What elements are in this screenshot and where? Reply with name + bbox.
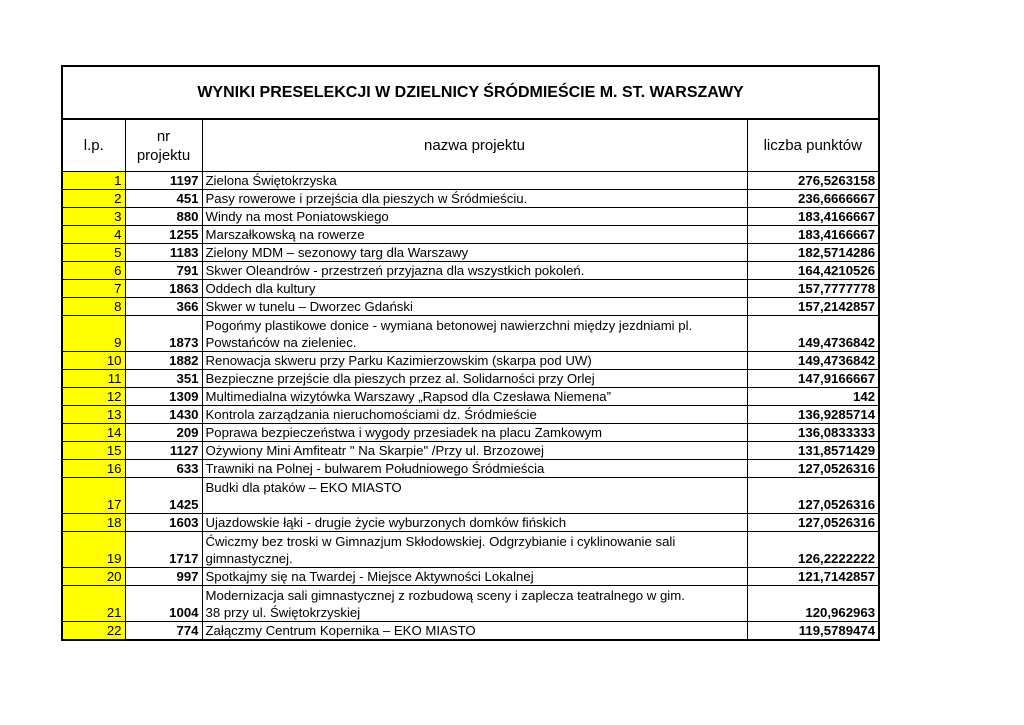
cell-name [202,460,747,478]
cell-points: 157,2142857 [747,298,879,316]
cell-name-line: Skwer w tunelu – Dworzec Gdański [205,299,413,314]
cell-lp: 15 [62,442,125,460]
table-row [62,352,879,370]
cell-nr: 1127 [125,442,202,460]
header-lp: l.p. [62,119,125,172]
cell-name-line: Windy na most Poniatowskiego [205,209,389,224]
cell-name-line: Kontrola zarządzania nieruchomościami dz. Śródmieście [205,407,537,422]
cell-points: 236,6666667 [747,190,879,208]
cell-nr: 1004 [125,586,202,622]
cell-points: 149,4736842 [747,352,879,370]
cell-lp: 2 [62,190,125,208]
cell-points: 136,0833333 [747,424,879,442]
title-row [62,66,879,119]
table-row [62,316,879,352]
cell-name-line: Zielony MDM – sezonowy targ dla Warszawy [205,245,469,260]
table-row [62,262,879,280]
cell-points: 276,5263158 [747,172,879,190]
table-row [62,514,879,532]
table-row [62,478,879,514]
cell-lp: 22 [62,622,125,641]
cell-name [202,442,747,460]
cell-name-line: Marszałkowską na rowerze [205,227,365,242]
cell-name-line: 38 przy ul. Świętokrzyskiej [205,605,361,620]
cell-nr: 880 [125,208,202,226]
results-table [61,65,880,641]
cell-nr: 1197 [125,172,202,190]
cell-points: 183,4166667 [747,208,879,226]
cell-nr: 1255 [125,226,202,244]
cell-points: 157,7777778 [747,280,879,298]
table-row [62,532,879,568]
cell-nr: 1873 [125,316,202,352]
cell-name-line: Budki dla ptaków – EKO MIASTO [205,480,402,495]
cell-lp: 16 [62,460,125,478]
table-row [62,280,879,298]
cell-lp: 1 [62,172,125,190]
cell-name-line: Poprawa bezpieczeństwa i wygody przesiadek na placu Zamkowym [205,425,603,440]
cell-name [202,424,747,442]
cell-nr: 209 [125,424,202,442]
table-row [62,370,879,388]
cell-lp: 11 [62,370,125,388]
cell-name-line: Spotkajmy się na Twardej - Miejsce Aktywności Lokalnej [205,569,534,584]
cell-nr: 1603 [125,514,202,532]
cell-lp: 4 [62,226,125,244]
cell-name-line [206,496,744,513]
table-row [62,568,879,586]
cell-name-line: Trawniki na Polnej - bulwarem Południowego Śródmieścia [205,461,545,476]
table-row [62,622,879,641]
cell-name-line: Pasy rowerowe i przejścia dla pieszych w Śródmieściu. [205,191,528,206]
cell-nr: 1183 [125,244,202,262]
cell-nr: 1309 [125,388,202,406]
header-nr-line1: nr [156,127,171,145]
cell-nr: 633 [125,460,202,478]
results-sheet [61,65,878,641]
cell-name-line: Renowacja skweru przy Parku Kazimierzowskim (skarpa pod UW) [205,353,592,368]
cell-nr: 1863 [125,280,202,298]
cell-name-line: Multimedialna wizytówka Warszawy „Rapsod dla Czesława Niemena” [205,389,612,404]
table-row [62,424,879,442]
cell-lp: 7 [62,280,125,298]
cell-name [202,406,747,424]
cell-nr: 1882 [125,352,202,370]
cell-points: 183,4166667 [747,226,879,244]
cell-lp: 20 [62,568,125,586]
cell-name [202,568,747,586]
cell-points: 126,2222222 [747,532,879,568]
cell-name-line: Ożywiony Mini Amfiteatr " Na Skarpie" /Przy ul. Brzozowej [205,443,544,458]
table-row [62,460,879,478]
cell-name [202,280,747,298]
cell-name [202,172,747,190]
table-row [62,298,879,316]
cell-points: 119,5789474 [747,622,879,641]
cell-lp: 6 [62,262,125,280]
cell-points: 142 [747,388,879,406]
cell-name-line: gimnastycznej. [205,551,293,566]
cell-name [202,190,747,208]
cell-nr: 1430 [125,406,202,424]
table-row [62,442,879,460]
cell-name [202,514,747,532]
cell-points: 127,0526316 [747,514,879,532]
cell-name-line: Ćwiczmy bez troski w Gimnazjum Skłodowskiej. Odgrzybianie i cyklinowanie sali [205,534,676,549]
cell-lp: 9 [62,316,125,352]
cell-name [202,478,747,514]
cell-lp: 5 [62,244,125,262]
cell-nr: 1717 [125,532,202,568]
cell-lp: 13 [62,406,125,424]
cell-name [202,586,747,622]
cell-lp: 18 [62,514,125,532]
cell-name-line: Pogońmy plastikowe donice - wymiana betonowej nawierzchni między jezdniami pl. [205,318,693,333]
cell-name [202,352,747,370]
page-title: WYNIKI PRESELEKCJI W DZIELNICY ŚRÓDMIEŚCIE M. ST. WARSZAWY [62,66,879,119]
cell-nr: 791 [125,262,202,280]
cell-name [202,370,747,388]
header-nr-line2: projektu [136,146,191,164]
cell-points: 127,0526316 [747,460,879,478]
cell-name-line: Oddech dla kultury [205,281,316,296]
table-row [62,406,879,424]
cell-nr: 351 [125,370,202,388]
cell-lp: 19 [62,532,125,568]
cell-lp: 21 [62,586,125,622]
cell-points: 182,5714286 [747,244,879,262]
cell-lp: 10 [62,352,125,370]
cell-lp: 12 [62,388,125,406]
cell-name-line: Modernizacja sali gimnastycznej z rozbudową sceny i zaplecza teatralnego w gim. [205,588,685,603]
cell-name-line: Powstańców na zieleniec. [205,335,357,350]
cell-lp: 14 [62,424,125,442]
cell-nr: 997 [125,568,202,586]
cell-nr: 774 [125,622,202,641]
cell-points: 121,7142857 [747,568,879,586]
cell-name [202,262,747,280]
table-row [62,586,879,622]
table-row [62,226,879,244]
table-row [62,172,879,190]
cell-name-line: Zielona Świętokrzyska [205,173,337,188]
table-row [62,190,879,208]
cell-points: 147,9166667 [747,370,879,388]
cell-nr: 451 [125,190,202,208]
cell-nr: 366 [125,298,202,316]
cell-name [202,208,747,226]
header-row [62,119,879,172]
cell-name [202,388,747,406]
table-row [62,388,879,406]
cell-points: 136,9285714 [747,406,879,424]
cell-nr: 1425 [125,478,202,514]
cell-name [202,298,747,316]
cell-name-line: Załączmy Centrum Kopernika – EKO MIASTO [205,623,476,638]
cell-name [202,226,747,244]
cell-name [202,622,747,641]
cell-lp: 3 [62,208,125,226]
table-row [62,244,879,262]
cell-points: 127,0526316 [747,478,879,514]
header-points: liczba punktów [747,119,879,172]
header-nr [125,119,202,172]
cell-lp: 8 [62,298,125,316]
cell-name-line: Bezpieczne przejście dla pieszych przez al. Solidarności przy Orlej [205,371,595,386]
cell-name [202,244,747,262]
table-row [62,208,879,226]
cell-points: 131,8571429 [747,442,879,460]
header-name: nazwa projektu [202,119,747,172]
cell-points: 120,962963 [747,586,879,622]
cell-lp: 17 [62,478,125,514]
cell-name-line: Ujazdowskie łąki - drugie życie wyburzonych domków fińskich [205,515,567,530]
cell-name-line: Skwer Oleandrów - przestrzeń przyjazna dla wszystkich pokoleń. [205,263,585,278]
cell-points: 164,4210526 [747,262,879,280]
cell-name [202,316,747,352]
cell-name [202,532,747,568]
cell-points: 149,4736842 [747,316,879,352]
